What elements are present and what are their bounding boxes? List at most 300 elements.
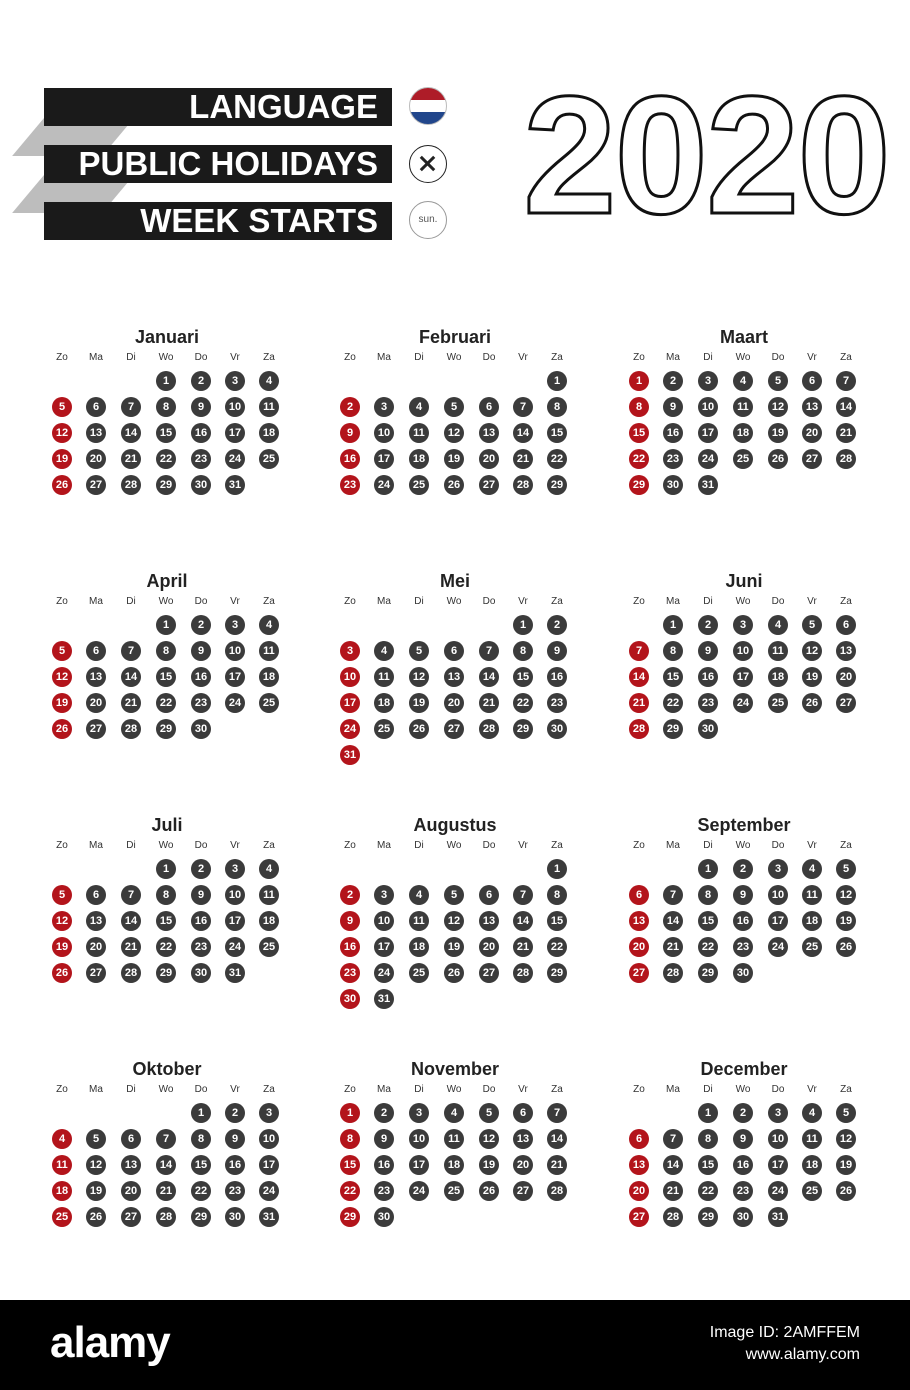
weekday-label: Zo [344, 1084, 356, 1095]
date: 30 [191, 719, 211, 739]
month-title: Juli [151, 815, 183, 835]
date: 17 [768, 1155, 788, 1175]
date: 16 [191, 423, 211, 443]
date: 19 [444, 449, 464, 469]
month-oktober [52, 1058, 292, 1298]
date: 29 [191, 1207, 211, 1227]
weekday-label: Di [414, 596, 424, 607]
date: 29 [156, 475, 176, 495]
week-start-badge: sun. [409, 201, 447, 239]
date: 24 [374, 475, 394, 495]
date: 3 [374, 885, 394, 905]
date: 2 [698, 615, 718, 635]
weekday-label: Vr [807, 352, 817, 363]
weekday-label: Do [482, 352, 496, 363]
date: 10 [768, 1129, 788, 1149]
date: 23 [663, 449, 683, 469]
weekday-label: Zo [56, 1084, 68, 1095]
date: 4 [259, 371, 279, 391]
date: 6 [86, 885, 106, 905]
sunday-date: 6 [629, 885, 649, 905]
month-title: Juni [725, 571, 763, 591]
date: 28 [121, 963, 141, 983]
date: 3 [225, 615, 245, 635]
sunday-date: 12 [52, 667, 72, 687]
date: 4 [259, 859, 279, 879]
weekday-label: Vr [807, 840, 817, 851]
date: 18 [259, 667, 279, 687]
date: 9 [547, 641, 567, 661]
weekday-label: Ma [666, 840, 680, 851]
weekday-label: Zo [633, 596, 645, 607]
date: 2 [191, 615, 211, 635]
date: 17 [225, 911, 245, 931]
date: 19 [836, 1155, 856, 1175]
sunday-date: 29 [340, 1207, 360, 1227]
date: 7 [121, 397, 141, 417]
sunday-date: 22 [340, 1181, 360, 1201]
date: 23 [374, 1181, 394, 1201]
date: 12 [86, 1155, 106, 1175]
weekday-label: Do [482, 596, 496, 607]
date: 21 [836, 423, 856, 443]
date: 1 [156, 615, 176, 635]
date: 30 [733, 963, 753, 983]
weekday-label: Di [703, 352, 713, 363]
weekday-label: Vr [230, 840, 240, 851]
sunday-date: 7 [629, 641, 649, 661]
date: 8 [156, 397, 176, 417]
date: 6 [802, 371, 822, 391]
weekday-label: Ma [377, 352, 391, 363]
weekday-label: Wo [735, 596, 751, 607]
date: 23 [698, 693, 718, 713]
date: 16 [733, 911, 753, 931]
weekday-label: Ma [666, 596, 680, 607]
date: 29 [663, 719, 683, 739]
weekday-label: Di [703, 596, 713, 607]
date: 27 [86, 475, 106, 495]
date: 6 [444, 641, 464, 661]
month-september [629, 814, 869, 1054]
weekday-label: Ma [89, 1084, 103, 1095]
date: 17 [225, 423, 245, 443]
date: 19 [836, 911, 856, 931]
date: 11 [802, 1129, 822, 1149]
date: 16 [225, 1155, 245, 1175]
date: 2 [374, 1103, 394, 1123]
sunday-date: 1 [629, 371, 649, 391]
date: 7 [663, 1129, 683, 1149]
date: 13 [121, 1155, 141, 1175]
date: 11 [259, 397, 279, 417]
date: 7 [513, 397, 533, 417]
weekday-label: Za [840, 352, 852, 363]
date: 22 [547, 937, 567, 957]
date: 29 [547, 963, 567, 983]
weekday-label: Wo [158, 840, 174, 851]
month-title: Augustus [413, 815, 497, 835]
weekday-label: Wo [158, 352, 174, 363]
date: 25 [374, 719, 394, 739]
date: 24 [733, 693, 753, 713]
date: 10 [698, 397, 718, 417]
weekday-label: Do [771, 352, 785, 363]
date: 20 [802, 423, 822, 443]
sunday-date: 5 [52, 885, 72, 905]
footer-logo: alamy [50, 1318, 170, 1367]
date: 29 [156, 719, 176, 739]
date: 15 [191, 1155, 211, 1175]
date: 15 [156, 423, 176, 443]
weekday-label: Ma [377, 596, 391, 607]
sunday-date: 30 [340, 989, 360, 1009]
date: 19 [802, 667, 822, 687]
date: 16 [698, 667, 718, 687]
date: 28 [836, 449, 856, 469]
weekday-label: Di [703, 840, 713, 851]
date: 1 [191, 1103, 211, 1123]
date: 2 [663, 371, 683, 391]
date: 6 [479, 397, 499, 417]
date: 7 [547, 1103, 567, 1123]
date: 8 [663, 641, 683, 661]
weekday-label: Di [126, 1084, 136, 1095]
weekday-label: Vr [230, 1084, 240, 1095]
weekday-label: Zo [633, 1084, 645, 1095]
date: 8 [547, 885, 567, 905]
weekday-label: Vr [807, 596, 817, 607]
date: 19 [768, 423, 788, 443]
date: 30 [733, 1207, 753, 1227]
date: 17 [225, 667, 245, 687]
weekday-label: Di [414, 1084, 424, 1095]
weekday-label: Za [551, 1084, 563, 1095]
weekday-label: Za [551, 840, 563, 851]
weekday-label: Vr [518, 352, 528, 363]
date: 20 [836, 667, 856, 687]
date: 19 [479, 1155, 499, 1175]
date: 27 [836, 693, 856, 713]
date: 28 [547, 1181, 567, 1201]
weekday-label: Vr [518, 596, 528, 607]
date: 6 [479, 885, 499, 905]
date: 4 [444, 1103, 464, 1123]
date: 12 [802, 641, 822, 661]
date: 24 [409, 1181, 429, 1201]
sunday-date: 12 [52, 423, 72, 443]
week-starts-banner [44, 202, 392, 240]
date: 29 [698, 1207, 718, 1227]
date: 22 [663, 693, 683, 713]
weekday-label: Ma [666, 1084, 680, 1095]
date: 18 [409, 937, 429, 957]
weekday-label: Vr [230, 352, 240, 363]
date: 2 [733, 1103, 753, 1123]
month-title: Januari [134, 327, 200, 347]
date: 22 [698, 1181, 718, 1201]
date: 22 [698, 937, 718, 957]
date: 30 [663, 475, 683, 495]
sunday-date: 14 [629, 667, 649, 687]
date: 1 [547, 859, 567, 879]
footer-image-id: Image ID: 2AMFFEM [709, 1324, 860, 1341]
date: 27 [479, 963, 499, 983]
date: 18 [802, 1155, 822, 1175]
date: 7 [121, 885, 141, 905]
date: 8 [698, 885, 718, 905]
date: 13 [802, 397, 822, 417]
date: 26 [836, 937, 856, 957]
weekday-label: Do [482, 1084, 496, 1095]
date: 30 [225, 1207, 245, 1227]
date: 8 [191, 1129, 211, 1149]
date: 23 [225, 1181, 245, 1201]
date: 3 [374, 397, 394, 417]
weekday-label: Di [126, 352, 136, 363]
date: 19 [409, 693, 429, 713]
date: 24 [698, 449, 718, 469]
date: 24 [225, 937, 245, 957]
month-december [629, 1058, 869, 1298]
month-title: September [697, 815, 791, 835]
date: 17 [768, 911, 788, 931]
month-maart [629, 326, 869, 566]
sunday-date: 26 [52, 475, 72, 495]
date: 27 [802, 449, 822, 469]
date: 22 [156, 449, 176, 469]
date: 4 [733, 371, 753, 391]
date: 25 [259, 937, 279, 957]
date: 9 [191, 397, 211, 417]
month-title: Maart [719, 327, 768, 347]
date: 21 [121, 449, 141, 469]
date: 16 [663, 423, 683, 443]
date: 19 [86, 1181, 106, 1201]
date: 22 [156, 937, 176, 957]
weekday-label: Ma [666, 352, 680, 363]
date: 10 [768, 885, 788, 905]
sunday-date: 22 [629, 449, 649, 469]
date: 29 [698, 963, 718, 983]
date: 5 [802, 615, 822, 635]
sunday-date: 11 [52, 1155, 72, 1175]
date: 15 [547, 423, 567, 443]
weekday-label: Ma [89, 596, 103, 607]
date: 3 [409, 1103, 429, 1123]
date: 4 [374, 641, 394, 661]
date: 26 [479, 1181, 499, 1201]
date: 15 [698, 1155, 718, 1175]
date: 31 [259, 1207, 279, 1227]
date: 13 [479, 911, 499, 931]
date: 6 [86, 397, 106, 417]
date: 31 [374, 989, 394, 1009]
date: 15 [663, 667, 683, 687]
date: 25 [768, 693, 788, 713]
date: 3 [733, 615, 753, 635]
date: 23 [191, 937, 211, 957]
sunday-date: 17 [340, 693, 360, 713]
date: 14 [121, 911, 141, 931]
sunday-date: 19 [52, 449, 72, 469]
date: 27 [86, 719, 106, 739]
date: 15 [156, 667, 176, 687]
date: 11 [409, 423, 429, 443]
date: 20 [513, 1155, 533, 1175]
sunday-date: 24 [340, 719, 360, 739]
month-title: Februari [418, 327, 492, 347]
date: 15 [698, 911, 718, 931]
sunday-date: 8 [629, 397, 649, 417]
date: 1 [156, 859, 176, 879]
date: 30 [191, 963, 211, 983]
date: 21 [121, 937, 141, 957]
date: 7 [513, 885, 533, 905]
sunday-date: 1 [340, 1103, 360, 1123]
date: 3 [259, 1103, 279, 1123]
date: 14 [479, 667, 499, 687]
date: 31 [225, 963, 245, 983]
date: 21 [479, 693, 499, 713]
sunday-date: 16 [340, 937, 360, 957]
date: 5 [444, 397, 464, 417]
date: 22 [191, 1181, 211, 1201]
date: 6 [836, 615, 856, 635]
date: 22 [547, 449, 567, 469]
weekday-label: Do [194, 1084, 208, 1095]
date: 26 [409, 719, 429, 739]
date: 10 [259, 1129, 279, 1149]
public-holidays-banner [44, 145, 392, 183]
date: 17 [409, 1155, 429, 1175]
date: 20 [86, 937, 106, 957]
date: 23 [191, 449, 211, 469]
date: 28 [663, 963, 683, 983]
date: 16 [733, 1155, 753, 1175]
date: 16 [191, 667, 211, 687]
date: 28 [513, 475, 533, 495]
public-holidays-label: PUBLIC HOLIDAYS [78, 145, 378, 182]
date: 31 [698, 475, 718, 495]
weekday-label: Di [414, 840, 424, 851]
date: 9 [374, 1129, 394, 1149]
date: 11 [802, 885, 822, 905]
date: 22 [156, 693, 176, 713]
date: 14 [121, 423, 141, 443]
date: 27 [86, 963, 106, 983]
date: 2 [225, 1103, 245, 1123]
date: 1 [547, 371, 567, 391]
date: 15 [513, 667, 533, 687]
sunday-date: 21 [629, 693, 649, 713]
sunday-date: 23 [340, 963, 360, 983]
date: 21 [547, 1155, 567, 1175]
date: 20 [479, 937, 499, 957]
date: 25 [733, 449, 753, 469]
date: 26 [444, 963, 464, 983]
date: 7 [156, 1129, 176, 1149]
date: 4 [802, 859, 822, 879]
date: 14 [547, 1129, 567, 1149]
sunday-date: 28 [629, 719, 649, 739]
sunday-date: 16 [340, 449, 360, 469]
month-title: November [410, 1059, 500, 1079]
month-title: April [146, 571, 188, 591]
date: 28 [156, 1207, 176, 1227]
date: 12 [409, 667, 429, 687]
weekday-label: Zo [633, 840, 645, 851]
weekday-label: Za [840, 840, 852, 851]
date: 8 [156, 885, 176, 905]
date: 23 [191, 693, 211, 713]
date: 29 [513, 719, 533, 739]
sunday-date: 9 [340, 423, 360, 443]
weekday-label: Wo [446, 840, 462, 851]
date: 14 [121, 667, 141, 687]
weekday-label: Wo [446, 596, 462, 607]
date: 12 [836, 1129, 856, 1149]
date: 8 [698, 1129, 718, 1149]
date: 2 [733, 859, 753, 879]
date: 25 [409, 963, 429, 983]
language-label: LANGUAGE [189, 88, 378, 125]
date: 26 [768, 449, 788, 469]
date: 24 [259, 1181, 279, 1201]
date: 18 [259, 911, 279, 931]
date: 5 [444, 885, 464, 905]
date: 5 [86, 1129, 106, 1149]
weekday-label: Wo [735, 840, 751, 851]
weekday-label: Zo [56, 352, 68, 363]
date: 17 [259, 1155, 279, 1175]
weekday-label: Zo [344, 352, 356, 363]
date: 1 [698, 1103, 718, 1123]
weekday-label: Wo [158, 596, 174, 607]
date: 11 [733, 397, 753, 417]
date: 17 [698, 423, 718, 443]
date: 29 [156, 963, 176, 983]
date: 1 [663, 615, 683, 635]
date: 25 [259, 693, 279, 713]
sunday-date: 23 [340, 475, 360, 495]
weekday-label: Za [263, 596, 275, 607]
month-januari [52, 326, 292, 566]
date: 1 [698, 859, 718, 879]
date: 30 [374, 1207, 394, 1227]
sunday-date: 18 [52, 1181, 72, 1201]
netherlands-flag-icon [409, 87, 447, 125]
sunday-date: 6 [629, 1129, 649, 1149]
date: 3 [225, 859, 245, 879]
date: 20 [121, 1181, 141, 1201]
date: 25 [409, 475, 429, 495]
weekday-label: Za [840, 596, 852, 607]
month-augustus [340, 814, 580, 1054]
sunday-date: 13 [629, 1155, 649, 1175]
date: 2 [191, 371, 211, 391]
date: 14 [836, 397, 856, 417]
date: 18 [802, 911, 822, 931]
date: 23 [733, 937, 753, 957]
date: 14 [663, 911, 683, 931]
date: 28 [513, 963, 533, 983]
sunday-date: 2 [340, 885, 360, 905]
sunday-date: 31 [340, 745, 360, 765]
date: 12 [836, 885, 856, 905]
date: 12 [444, 911, 464, 931]
sunday-date: 4 [52, 1129, 72, 1149]
